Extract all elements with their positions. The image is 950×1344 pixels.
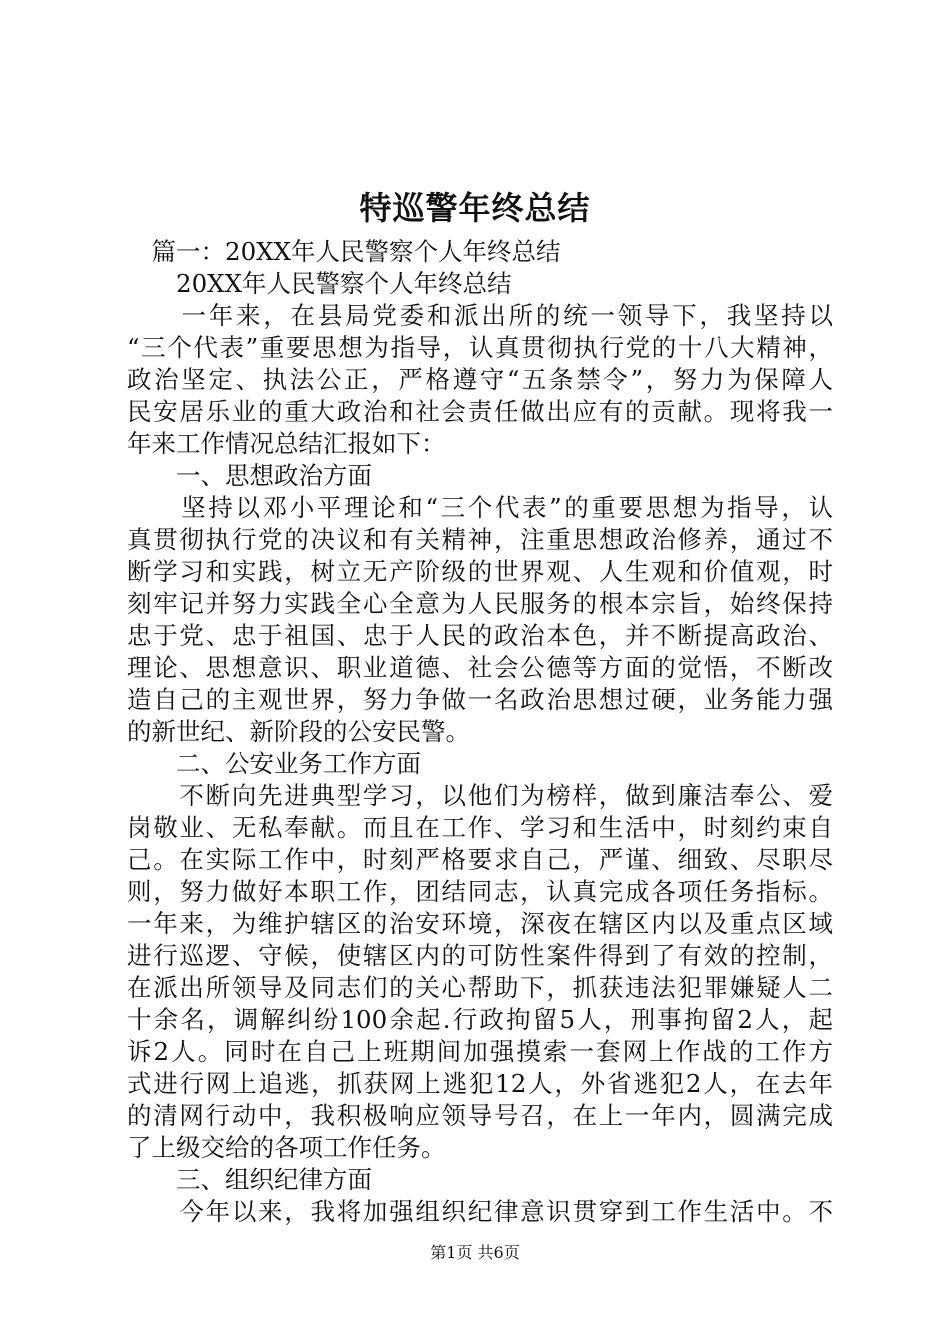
text-line: 己。在实际工作中，时刻严格要求自己，严谨、细致、尽职尽	[127, 845, 833, 874]
text-line: 理论、思想意识、职业道德、社会公德等方面的觉悟，不断改	[127, 653, 833, 682]
document-body	[127, 236, 833, 1228]
text-line: 则，努力做好本职工作，团结同志，认真完成各项任务指标。	[127, 877, 833, 906]
text-line: 式进行网上追逃，抓获网上逃犯12人，外省逃犯2人，在去年	[127, 1069, 833, 1098]
text-line: 民安居乐业的重大政治和社会责任做出应有的贡献。现将我一	[127, 397, 833, 426]
text-line: 在派出所领导及同志们的关心帮助下，抓获违法犯罪嫌疑人二	[127, 973, 833, 1002]
text-line: 岗敬业、无私奉献。而且在工作、学习和生活中，时刻约束自	[127, 813, 833, 842]
text-line: 坚持以邓小平理论和“三个代表”的重要思想为指导，认	[127, 493, 833, 522]
text-line: 十余名，调解纠纷100余起.行政拘留5人，刑事拘留2人，起	[127, 1005, 833, 1034]
page-footer: 第1页 共6页	[430, 1243, 520, 1262]
text-line: 篇一：20XX年人民警察个人年终总结	[127, 237, 561, 266]
text-line: 一、思想政治方面	[127, 461, 372, 490]
text-line: 诉2人。同时在自己上班期间加强摸索一套网上作战的工作方	[127, 1037, 833, 1066]
text-line: 真贯彻执行党的决议和有关精神，注重思想政治修养，通过不	[127, 525, 833, 554]
text-line: 断学习和实践，树立无产阶级的世界观、人生观和价值观，时	[127, 557, 833, 586]
text-line: “三个代表”重要思想为指导，认真贯彻执行党的十八大精神，	[127, 333, 833, 362]
text-line: 一年来，在县局党委和派出所的统一领导下，我坚持以	[127, 301, 833, 330]
text-line: 进行巡逻、守候，使辖区内的可防性案件得到了有效的控制，	[127, 941, 833, 970]
text-line: 刻牢记并努力实践全心全意为人民服务的根本宗旨，始终保持	[127, 589, 833, 618]
text-line: 造自己的主观世界，努力争做一名政治思想过硬，业务能力强	[127, 685, 833, 714]
text-line: 的清网行动中，我积极响应领导号召，在上一年内，圆满完成	[127, 1101, 833, 1130]
text-line: 今年以来，我将加强组织纪律意识贯穿到工作生活中。不	[127, 1197, 833, 1226]
text-line: 20XX年人民警察个人年终总结	[127, 269, 512, 298]
text-line: 三、组织纪律方面	[127, 1165, 372, 1194]
text-line: 忠于党、忠于祖国、忠于人民的政治本色，并不断提高政治、	[127, 621, 833, 650]
text-line: 不断向先进典型学习，以他们为榜样，做到廉洁奉公、爱	[127, 781, 833, 810]
text-line: 政治坚定、执法公正，严格遵守“五条禁令”，努力为保障人	[127, 365, 833, 394]
text-line: 年来工作情况总结汇报如下：	[127, 429, 446, 458]
text-line: 二、公安业务工作方面	[127, 749, 421, 778]
document-title: 特巡警年终总结	[359, 189, 591, 227]
text-line: 了上级交给的各项工作任务。	[127, 1133, 446, 1162]
text-line: 的新世纪、新阶段的公安民警。	[127, 717, 470, 746]
text-line: 一年来，为维护辖区的治安环境，深夜在辖区内以及重点区域	[127, 909, 833, 938]
